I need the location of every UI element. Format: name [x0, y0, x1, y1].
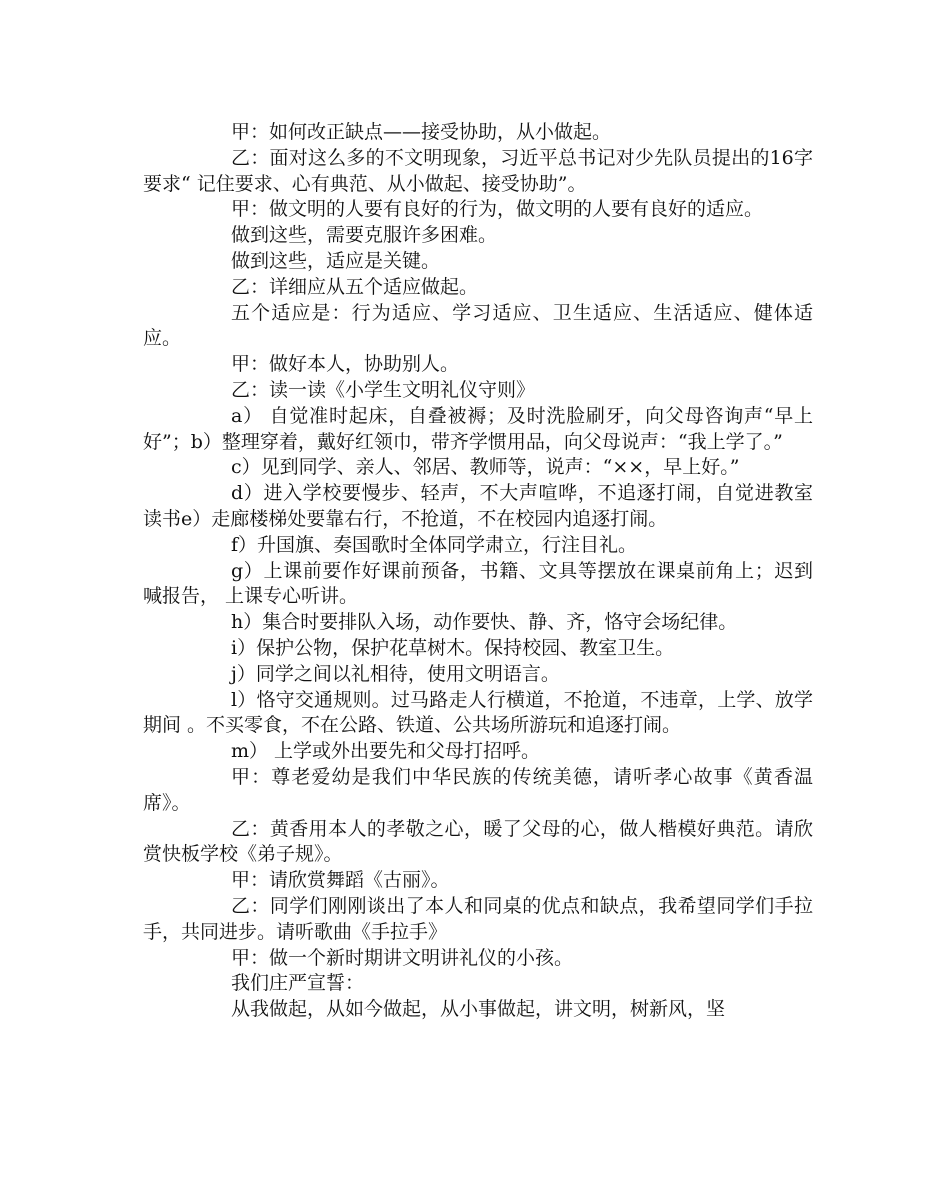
paragraph: 乙：黄香用本人的孝敬之心，暖了父母的心，做人楷模好典范。请欣赏快板学校《弟子规》。	[143, 817, 813, 866]
paragraph: l）恪守交通规则。过马路走人行横道，不抢道，不违章，上学、放学期间 。不买零食，不在公路、铁道、公共场所游玩和追逐打闹。	[143, 688, 813, 737]
paragraph: 乙：面对这么多的不文明现象，习近平总书记对少先队员提出的16字要求“ 记住要求、心有典范、从小做起、接受协助”。	[143, 146, 813, 195]
paragraph: 甲：请欣赏舞蹈《古丽》。	[231, 869, 450, 892]
paragraph: i）保护公物，保护花草树木。保持校园、教室卫生。	[231, 636, 675, 659]
paragraph: 五个适应是：行为适应、学习适应、卫生适应、生活适应、健体适应。	[143, 301, 813, 350]
paragraph: 乙：详细应从五个适应做起。	[231, 275, 479, 298]
paragraph: 做到这些，需要克服许多困难。	[231, 224, 498, 247]
paragraph: 从我做起，从如今做起，从小事做起，讲文明，树新风，坚	[231, 998, 726, 1021]
paragraph: 做到这些，适应是关键。	[231, 249, 441, 272]
document-body	[143, 120, 813, 1023]
paragraph: 甲：做文明的人要有良好的行为，做文明的人要有良好的适应。	[231, 198, 764, 221]
paragraph: 乙：读一读《小学生文明礼仪守则》	[231, 378, 536, 401]
paragraph: c）见到同学、亲人、邻居、教师等，说声：“××，早上好。”	[231, 456, 740, 479]
paragraph: 甲：尊老爱幼是我们中华民族的传统美德，请听孝心故事《黄香温席》。	[143, 765, 813, 814]
paragraph: 甲：如何改正缺点——接受协助，从小做起。	[231, 121, 612, 143]
paragraph: 我们庄严宣誓：	[231, 972, 365, 995]
paragraph: 甲：做好本人，协助别人。	[231, 353, 460, 376]
paragraph: 甲：做一个新时期讲文明讲礼仪的小孩。	[231, 946, 574, 969]
paragraph: 乙：同学们刚刚谈出了本人和同桌的优点和缺点，我希望同学们手拉手，共同进步。请听歌曲《手拉手》	[143, 894, 813, 943]
paragraph: f）升国旗、奏国歌时全体同学肃立，行注目礼。	[231, 533, 638, 556]
paragraph: h）集合时要排队入场，动作要快、静、齐，恪守会场纪律。	[231, 611, 738, 634]
paragraph: a） 自觉准时起床，自叠被褥；及时洗脸刷牙，向父母咨询声“早上好”；b）整理穿着，戴好红领巾，带齐学惯用品，向父母说声：“我上学了。”	[143, 404, 813, 453]
paragraph: j）同学之间以礼相待，使用文明语言。	[231, 662, 560, 685]
paragraph: g）上课前要作好课前预备，书籍、文具等摆放在课桌前角上；迟到喊报告， 上课专心听讲。	[143, 559, 813, 608]
paragraph: d）进入学校要慢步、轻声，不大声喧哗，不追逐打闹，自觉进教室读书e）走廊楼梯处要靠右行，不抢道，不在校园内追逐打闹。	[143, 482, 813, 530]
paragraph: m） 上学或外出要先和父母打招呼。	[231, 740, 541, 763]
